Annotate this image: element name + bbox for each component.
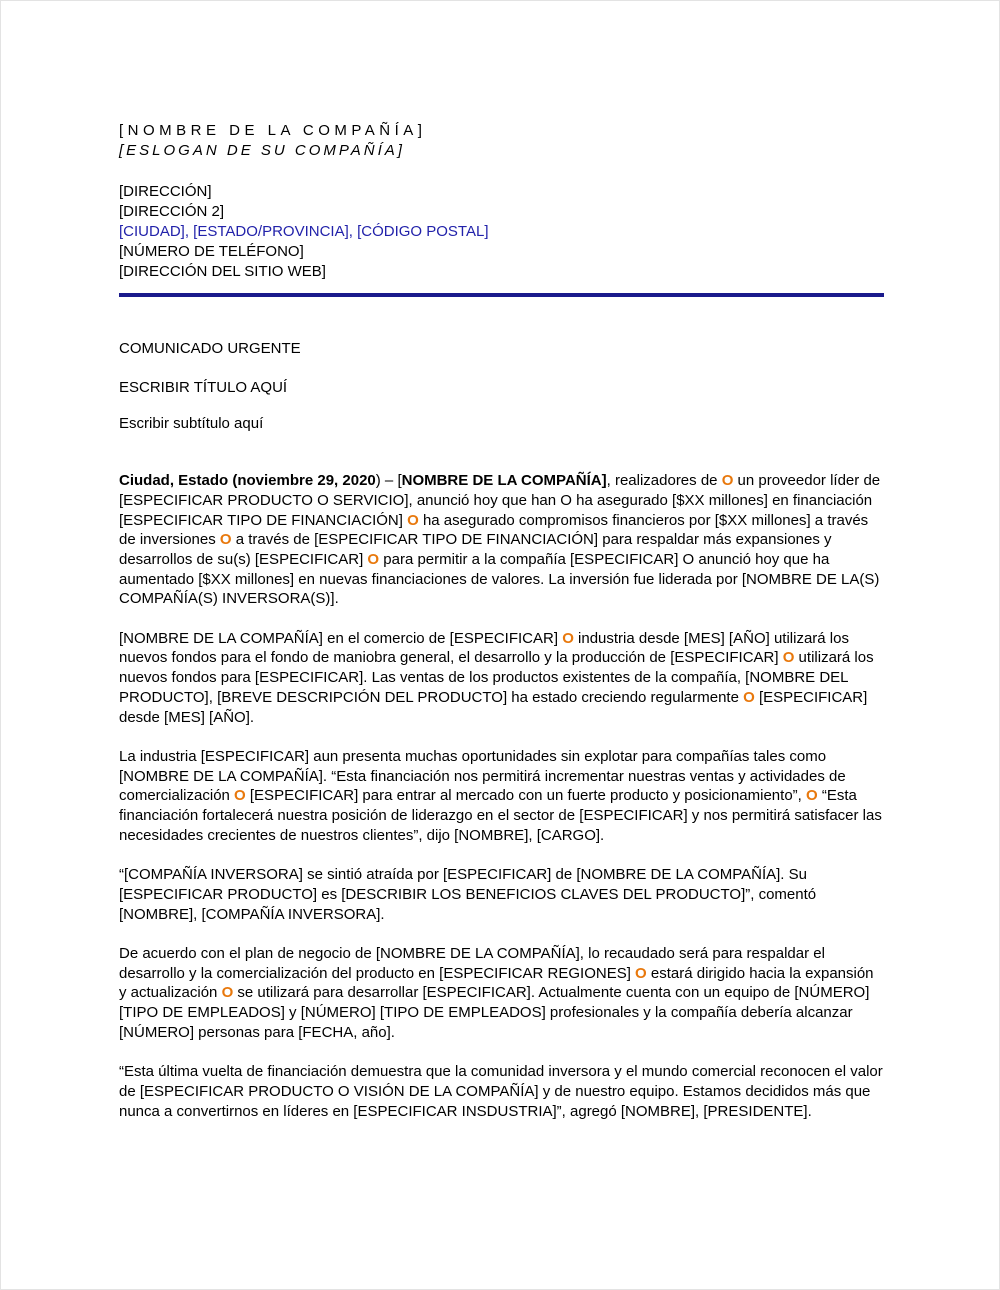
body-paragraph-3 xyxy=(119,747,884,846)
text-run: NOMBRE DE LA COMPAÑÍA] xyxy=(401,472,607,490)
text-run: “[COMPAÑÍA INVERSORA] se sintió atraída por [ESPECIFICAR] de [NOMBRE DE LA COMPAÑÍA]. Su [ESPECIFICAR PRODUCTO] es [DESCRIBIR LOS BENEFICIOS CLAVES DEL PRODUCTO]”, comentó [NOMBRE], [COMPAÑÍA INVERSORA]. xyxy=(119,866,817,923)
accent-o-marker: O xyxy=(234,787,246,805)
city-state-postal-line: [CIUDAD], [ESTADO/PROVINCIA], [CÓDIGO POSTAL] xyxy=(119,223,489,240)
address-block xyxy=(119,182,884,282)
accent-o-marker: O xyxy=(635,964,647,982)
text-run: Ciudad, Estado (noviembre 29, 2020 xyxy=(119,472,376,490)
text-run: De acuerdo con el plan de negocio de [NOMBRE DE LA COMPAÑÍA], lo recaudado será para respaldar el desarrollo y la comercialización del producto en [ESPECIFICAR REGIONES] xyxy=(119,944,825,982)
text-run: ) – [ xyxy=(375,472,402,490)
company-slogan: [ESLOGAN DE SU COMPAÑÍA] xyxy=(119,142,405,159)
release-body xyxy=(119,471,884,1121)
accent-o-marker: O xyxy=(221,984,234,1002)
address-line-2: [DIRECCIÓN 2] xyxy=(119,203,225,220)
body-paragraph-4 xyxy=(119,865,884,924)
body-paragraph-6 xyxy=(119,1062,884,1121)
text-run: [NOMBRE DE LA COMPAÑÍA] en el comercio de [ESPECIFICAR] xyxy=(119,629,563,647)
release-subtitle: Escribir subtítulo aquí xyxy=(119,415,264,433)
accent-o-marker: O xyxy=(743,688,755,706)
text-run: a través de [ESPECIFICAR TIPO DE FINANCIACIÓN] para respaldar más expansiones y desarrollos de su(s) [ESPECIFICAR] xyxy=(119,531,832,568)
accent-o-marker: O xyxy=(806,787,818,805)
accent-o-marker: O xyxy=(407,511,419,529)
text-run: La industria [ESPECIFICAR] aun presenta muchas oportunidades sin explotar para compañías tales como [NOMBRE DE LA COMPAÑÍA]. “Esta financiación nos permitirá incrementar nuestras ventas y actividades de comercialización xyxy=(119,747,846,805)
text-run: utilizará los nuevos fondos para [ESPECIFICAR]. Las ventas de los productos existentes de la compañía, [NOMBRE DEL PRODUCTO], [BREVE DESCRIPCIÓN DEL PRODUCTO] ha estado creciendo regularmente xyxy=(119,649,874,706)
letterhead xyxy=(119,121,884,297)
body-paragraph-2 xyxy=(119,629,884,728)
company-name: [NOMBRE DE LA COMPAÑÍA] xyxy=(119,122,427,139)
release-title: ESCRIBIR TÍTULO AQUÍ xyxy=(119,378,288,396)
address-line-1: [DIRECCIÓN] xyxy=(119,183,212,200)
phone-number-line: [NÚMERO DE TELÉFONO] xyxy=(119,243,304,260)
website-line: [DIRECCIÓN DEL SITIO WEB] xyxy=(119,263,326,280)
body-paragraph-1 xyxy=(119,471,884,609)
text-run: un proveedor líder de [ESPECIFICAR PRODUCTO O SERVICIO], anunció hoy que han O ha asegurado [$XX millones] en financiación [ESPECIFICAR TIPO DE FINANCIACIÓN] xyxy=(119,472,881,529)
text-run: se utilizará para desarrollar [ESPECIFICAR]. Actualmente cuenta con un equipo de [NÚMERO] [TIPO DE EMPLEADOS] y [NÚMERO] [TIPO DE EMPLEADOS] profesionales y la compañía debería alcanzar [NÚMERO] personas para [FECHA, año]. xyxy=(119,984,870,1041)
text-run: “Esta financiación fortalecerá nuestra posición de liderazgo en el sector de [ESPECIFICAR] y nos permitirá satisfacer las necesidades crecientes de nuestros clientes”, dijo [NOMBRE], [CARGO]. xyxy=(119,787,882,844)
release-heading-section xyxy=(119,339,884,434)
accent-o-marker: O xyxy=(721,472,734,490)
text-run: , realizadores de xyxy=(606,472,722,490)
text-run: [ESPECIFICAR] desde [MES] [AÑO]. xyxy=(119,688,868,726)
accent-o-marker: O xyxy=(219,531,232,549)
letterhead-divider-rule xyxy=(119,293,884,297)
text-run: industria desde [MES] [AÑO] utilizará los nuevos fondos para el fondo de maniobra general, el desarrollo y la producción de [ESPECIFICAR] xyxy=(119,629,849,667)
accent-o-marker: O xyxy=(782,649,795,667)
text-run: “Esta última vuelta de financiación demuestra que la comunidad inversora y el mundo comercial reconocen el valor de [ESPECIFICAR PRODUCTO O VISIÓN DE LA COMPAÑÍA] y de nuestro equipo. Estamos decididos más que nunca a convertirnos en líderes en [ESPECIFICAR INSDUSTRIA]”, agregó [NOMBRE], [PRESIDENTE]. xyxy=(119,1063,883,1120)
text-run: [ESPECIFICAR] para entrar al mercado con un fuerte producto y posicionamiento”, xyxy=(245,787,806,805)
text-run: estará dirigido hacia la expansión y actualización xyxy=(119,964,874,1002)
accent-o-marker: O xyxy=(367,550,380,568)
accent-o-marker: O xyxy=(562,629,574,647)
body-paragraph-5 xyxy=(119,944,884,1043)
release-kicker: COMUNICADO URGENTE xyxy=(119,340,301,357)
text-run: ha asegurado compromisos financieros por [$XX millones] a través de inversiones xyxy=(119,511,869,549)
text-run: para permitir a la compañía [ESPECIFICAR] O anunció hoy que ha aumentado [$XX millones] en nuevas financiaciones de valores. La inversión fue liderada por [NOMBRE DE LA(S) COMPAÑÍA(S) INVERSORA(S)]. xyxy=(119,550,880,608)
